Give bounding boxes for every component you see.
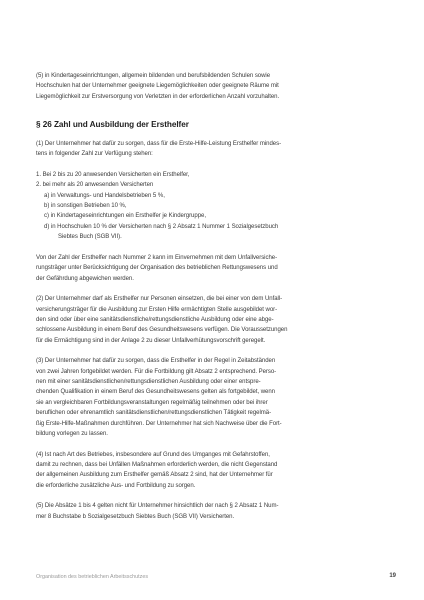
text-line: (5) Die Absätze 1 bis 4 gelten nicht für Unternehmer hinsichtlich der nach § 2 Absatz 1 Num- bbox=[36, 503, 279, 510]
text-line: der allgemeinen Ausbildung zum Ersthelfer gemäß Absatz 2 sind, hat der Unternehmer für bbox=[36, 472, 273, 479]
text-line: Von der Zahl der Ersthelfer nach Nummer 2 kann im Einvernehmen mit dem Unfallversiche- bbox=[36, 254, 278, 261]
text-line: beruflichen oder ehrenamtlich sanitätsdienstlichen/rettungsdienstlichen Tätigkeit regelmä- bbox=[36, 410, 272, 417]
list-subitem: d) in Hochschulen 10 % der Versicherten nach § 2 Absatz 1 Nummer 1 Sozialgesetzbuch bbox=[44, 223, 279, 230]
paragraph-1 bbox=[36, 139, 392, 160]
text-line: (2) Der Unternehmer darf als Ersthelfer nur Personen einsetzen, die bei einer von dem Unfall- bbox=[36, 296, 283, 303]
text-line: nen mit einer sanitätsdienstlichen/rettungsdienstlichen Ausbildung oder einer entspre- bbox=[36, 379, 261, 386]
text-line: den sind oder über eine sanitätsdienstliche/rettungsdienstliche Ausbildung oder eine abge- bbox=[36, 317, 274, 324]
text-line: sie an vergleichbaren Fortbildungsveranstaltungen regelmäßig teilnehmen oder bei ihrer bbox=[36, 399, 268, 406]
text-line: damit zu rechnen, dass bei Unfällen Maßnahmen erforderlich werden, die nicht Gegenstand bbox=[36, 461, 278, 468]
paragraph-5 bbox=[36, 450, 392, 491]
list-subitem-continuation: Siebtes Buch (SGB VII). bbox=[58, 234, 122, 241]
text-line: (1) Der Unternehmer hat dafür zu sorgen, dass für die Erste-Hilfe-Leistung Ersthelfer mindes- bbox=[36, 141, 282, 148]
text-line: für die Ermächtigung sind in der Anlage 2 zu dieser Unfallverhütungsvorschrift geregelt. bbox=[36, 337, 266, 344]
list-subitem: a) in Verwaltungs- und Handelsbetrieben 5 %, bbox=[44, 192, 165, 199]
section-heading: § 26 Zahl und Ausbildung der Ersthelfer bbox=[36, 120, 189, 130]
text-line: rungsträger unter Berücksichtigung der Organisation des betrieblichen Rettungswesens und bbox=[36, 265, 278, 272]
text-line: versicherungsträger für die Ausbildung zur Ersten Hilfe ermächtigten Stelle ausgebildet wor- bbox=[36, 306, 278, 313]
text-line: schlossene Ausbildung in einem Beruf des Gesundheitswesens verfügen. Die Voraussetzungen bbox=[36, 327, 288, 334]
text-line: (4) Ist nach Art des Betriebes, insbesondere auf Grund des Umganges mit Gefahrstoffen, bbox=[36, 451, 270, 458]
list-subitem: c) in Kindertageseinrichtungen ein Ersthelfer je Kindergruppe, bbox=[44, 213, 206, 220]
paragraph-4 bbox=[36, 356, 392, 439]
text-line: die erforderliche zusätzliche Aus- und Fortbildung zu sorgen. bbox=[36, 482, 196, 489]
text-line: Liegemöglichkeit zur Erstversorgung von Verletzten in der erforderlichen Anzahl vorzuhalten. bbox=[36, 93, 280, 100]
text-line: (5) in Kindertageseinrichtungen, allgemein bildenden und berufsbildenden Schulen sowie bbox=[36, 73, 271, 79]
text-line: ßig Erste-Hilfe-Maßnahmen durchführen. Der Unternehmer hat sich Nachweise über die Fort- bbox=[36, 420, 282, 427]
intro-paragraph bbox=[36, 71, 392, 102]
text-line: chenden Qualifikation in einem Beruf des Gesundheitswesens gelten als fortgebildet, wenn bbox=[36, 389, 275, 396]
paragraph-2 bbox=[36, 253, 392, 284]
list-subitem: b) in sonstigen Betrieben 10 %, bbox=[44, 203, 127, 210]
text-line: von zwei Jahren fortgebildet werden. Für die Fortbildung gilt Absatz 2 entsprechend. Perso- bbox=[36, 368, 277, 375]
list-item: 1. Bei 2 bis zu 20 anwesenden Versicherten ein Ersthelfer, bbox=[36, 172, 190, 179]
document-body bbox=[36, 71, 392, 522]
text-line: (3) Der Unternehmer hat dafür zu sorgen, dass die Ersthelfer in der Regel in Zeitabständen bbox=[36, 358, 276, 365]
text-line: mer 8 Buchstabe b Sozialgesetzbuch Siebtes Buch (SGB VII) Versicherten. bbox=[36, 513, 235, 520]
text-line: Hochschulen hat der Unternehmer geeignete Liegemöglichkeiten oder geeignete Räume mit bbox=[36, 83, 279, 90]
paragraph-6 bbox=[36, 501, 392, 522]
list-item: 2. bei mehr als 20 anwesenden Versicherten bbox=[36, 182, 154, 189]
paragraph-3 bbox=[36, 294, 392, 346]
text-line: bildung vorlegen zu lassen. bbox=[36, 430, 108, 437]
text-line: tens in folgender Zahl zur Verfügung stehen: bbox=[36, 151, 153, 158]
footer-title: Organisation des betrieblichen Arbeitsschutzes bbox=[36, 574, 149, 580]
ersthelfer-list bbox=[36, 170, 392, 242]
text-line: der Gefährdung abgewichen werden. bbox=[36, 275, 134, 282]
page-number: 19 bbox=[389, 573, 396, 579]
